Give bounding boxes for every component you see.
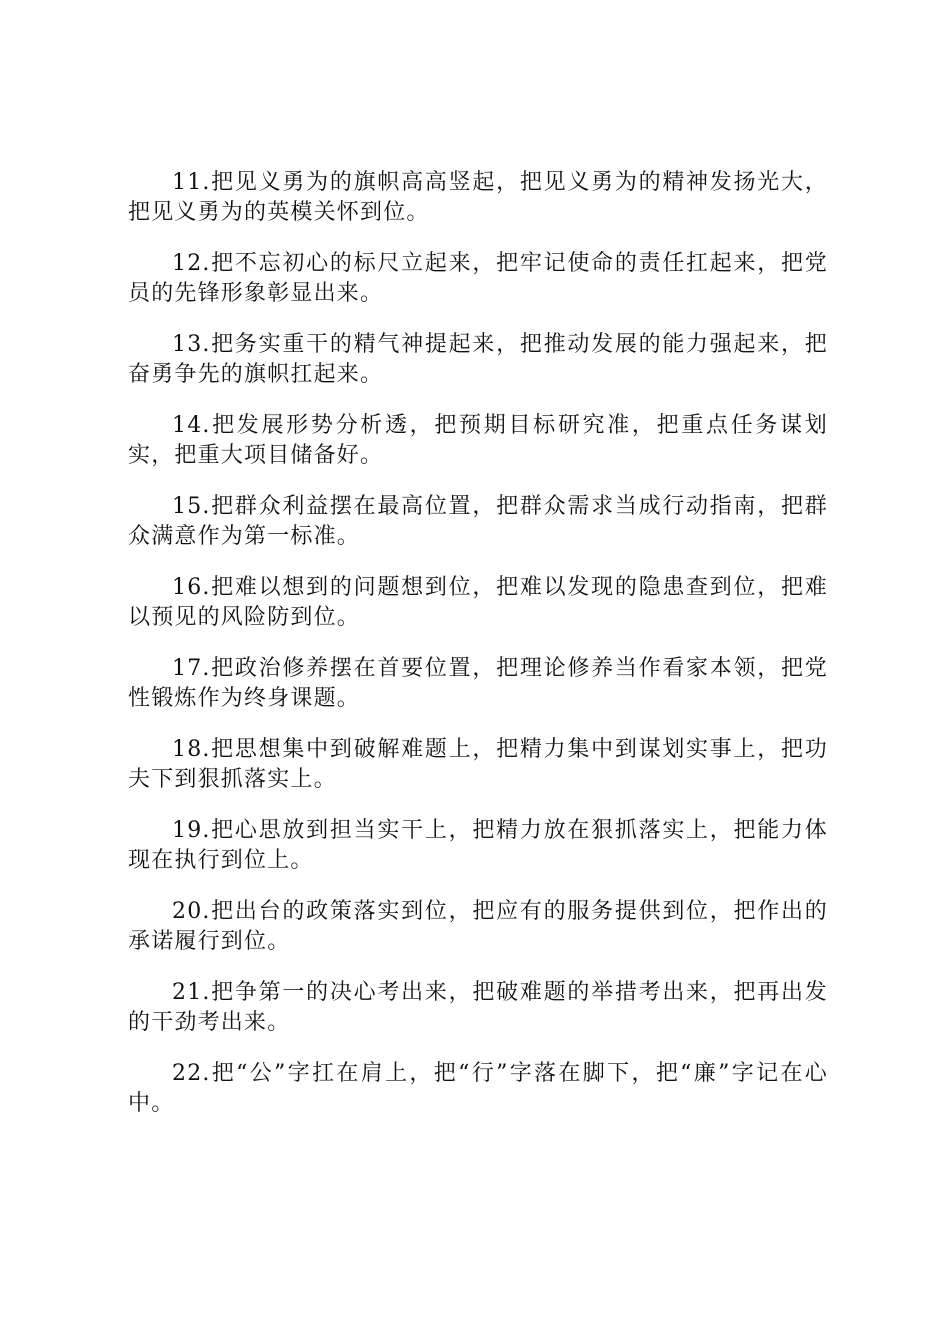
list-item-22: 22.把“公”字扛在肩上，把“行”字落在脚下，把“廉”字记在心中。 <box>128 1061 828 1116</box>
list-item-18: 18.把思想集中到破解难题上，把精力集中到谋划实事上，把功夫下到狠抓落实上。 <box>128 737 828 792</box>
list-item-11: 11.把见义勇为的旗帜高高竖起，把见义勇为的精神发扬光大，把见义勇为的英模关怀到位。 <box>128 170 828 225</box>
list-item-19: 19.把心思放到担当实干上，把精力放在狠抓落实上，把能力体现在执行到位上。 <box>128 818 828 873</box>
list-item-20: 20.把出台的政策落实到位，把应有的服务提供到位，把作出的承诺履行到位。 <box>128 899 828 954</box>
list-item-16: 16.把难以想到的问题想到位，把难以发现的隐患查到位，把难以预见的风险防到位。 <box>128 575 828 630</box>
document-page <box>128 168 828 1119</box>
list-item-12: 12.把不忘初心的标尺立起来，把牢记使命的责任扛起来，把党员的先锋形象彰显出来。 <box>128 251 828 306</box>
list-item-14: 14.把发展形势分析透，把预期目标研究准，把重点任务谋划实，把重大项目储备好。 <box>128 413 828 468</box>
list-item-17: 17.把政治修养摆在首要位置，把理论修养当作看家本领，把党性锻炼作为终身课题。 <box>128 656 828 711</box>
list-item-15: 15.把群众利益摆在最高位置，把群众需求当成行动指南，把群众满意作为第一标准。 <box>128 494 828 549</box>
list-item-21: 21.把争第一的决心考出来，把破难题的举措考出来，把再出发的干劲考出来。 <box>128 980 828 1035</box>
list-item-13: 13.把务实重干的精气神提起来，把推动发展的能力强起来，把奋勇争先的旗帜扛起来。 <box>128 332 828 387</box>
